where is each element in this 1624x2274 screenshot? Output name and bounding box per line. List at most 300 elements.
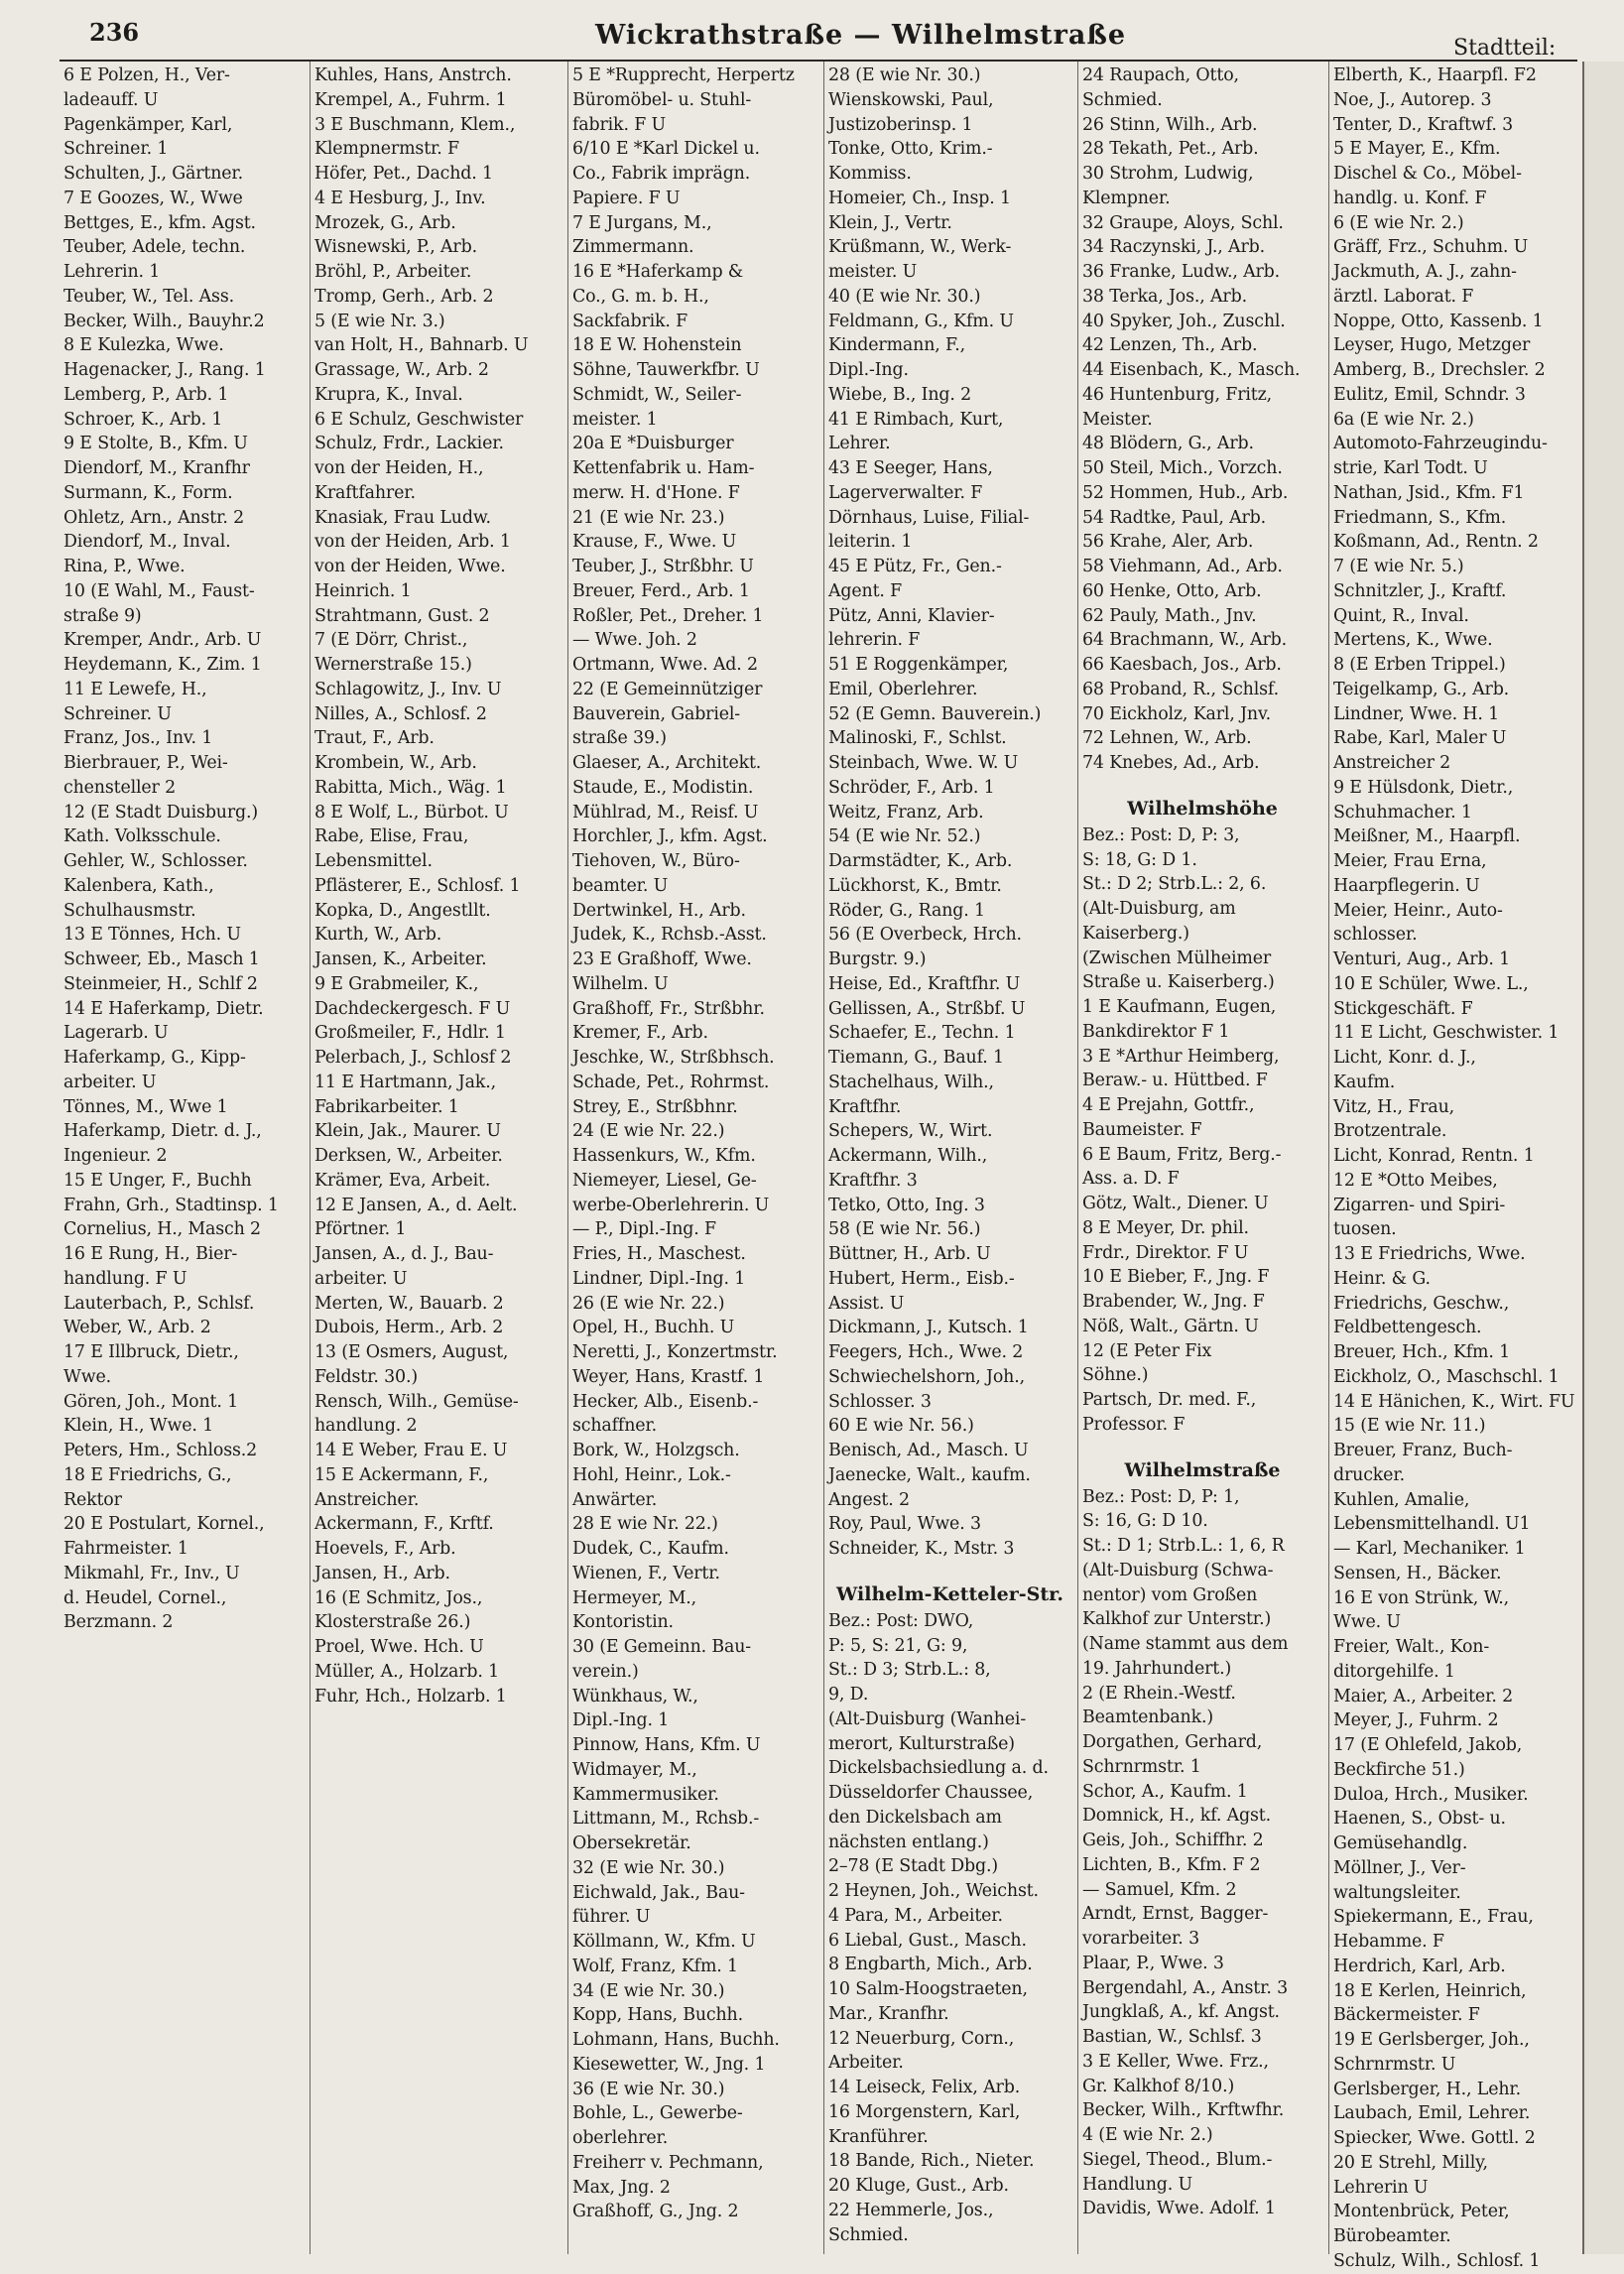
entry-line: Lauterbach, P., Schlsf. [63, 1293, 255, 1314]
entry-line: 19. Jahrhundert.) [1082, 1658, 1232, 1679]
entry-line: lehrerin. F [828, 630, 921, 651]
entry-line: handlung. F U [63, 1268, 187, 1289]
entry-line: Jaenecke, Walt., kaufm. [828, 1464, 1031, 1485]
entry-line: von der Heiden, Arb. 1 [314, 532, 511, 553]
entry-line: Bork, W., Holzgsch. [572, 1441, 740, 1460]
entry-line: 30 (E Gemeinn. Bau- [572, 1637, 752, 1657]
entry-line: 18 E Kerlen, Heinrich, [1333, 1980, 1527, 2001]
entry-line: Becker, Wilh., Bauyhr.2 [63, 311, 265, 331]
entry-line: Lindner, Wwe. H. 1 [1333, 703, 1500, 724]
entry-line: Söhne, Tauwerkfbr. U [572, 360, 760, 380]
entry-line: Krombein, W., Arb. [314, 753, 477, 773]
entry-line: 42 Lenzen, Th., Arb. [1082, 335, 1258, 356]
entry-line: Jansen, H., Arb. [314, 1563, 450, 1583]
entry-line: Pütz, Anni, Klavier- [828, 605, 995, 626]
entry-line: Venturi, Aug., Arb. 1 [1333, 949, 1511, 969]
entry-line: Peters, Hm., Schloss.2 [63, 1441, 258, 1460]
entry-line: Haenen, S., Obst- u. [1333, 1809, 1506, 1830]
entry-line: Kraftfhr. 3 [828, 1170, 918, 1191]
entry-line: Schmied. [828, 2224, 909, 2245]
entry-line: 16 E von Strünk, W., [1333, 1587, 1510, 1608]
entry-line: 14 E Haferkamp, Dietr. [63, 998, 264, 1019]
entry-line: van Holt, H., Bahnarb. U [314, 335, 529, 356]
entry-line: Lohmann, Hans, Buchh. [572, 2030, 780, 2050]
entry-line: Tenter, D., Kraftwf. 3 [1333, 114, 1514, 135]
entry-line: Beckfirche 51.) [1333, 1759, 1465, 1780]
entry-line: 15 E Unger, F., Buchh [63, 1170, 252, 1191]
entry-line: 19 E Gerlsberger, Joh., [1333, 2030, 1530, 2050]
entry-line: Krämer, Eva, Arbeit. [314, 1170, 491, 1191]
entry-line: 26 Stinn, Wilh., Arb. [1082, 114, 1258, 135]
entry-line: Bez.: Post: D, P: 3, [1082, 824, 1240, 845]
entry-line: Cornelius, H., Masch 2 [63, 1219, 261, 1240]
district-label: Stadtteil: [1453, 36, 1557, 61]
entry-line: Surmann, K., Form. [63, 482, 233, 503]
entry-line: Graßhoff, G., Jng. 2 [572, 2202, 739, 2222]
entry-line: Leyser, Hugo, Metzger [1333, 335, 1531, 356]
entry-line: Schaefer, E., Techn. 1 [828, 1023, 1016, 1044]
entry-line: 28 Tekath, Pet., Arb. [1082, 139, 1259, 160]
entry-line: 44 Eisenbach, K., Masch. [1082, 360, 1301, 380]
entry-line: Dertwinkel, H., Arb. [572, 900, 746, 921]
entry-line: Bürobeamter. [1333, 2226, 1451, 2246]
entry-line: Friedrichs, Geschw., [1333, 1293, 1510, 1314]
entry-line: Ingenieur. 2 [63, 1146, 168, 1166]
entry-line: Freiherr v. Pechmann, [572, 2152, 764, 2173]
entry-line: Roy, Paul, Wwe. 3 [828, 1514, 981, 1535]
entry-line: 12 E *Otto Meibes, [1333, 1170, 1498, 1191]
entry-line: Zimmermann. [572, 237, 694, 258]
entry-line: Pförtner. 1 [314, 1219, 407, 1240]
entry-line: Mertens, K., Wwe. [1333, 630, 1493, 651]
entry-line: 16 E *Haferkamp & [572, 262, 744, 282]
entry-line: Beamtenbank.) [1082, 1707, 1214, 1728]
entry-line: Breuer, Ferd., Arb. 1 [572, 580, 750, 601]
entry-line: Beraw.- u. Hüttbed. F [1082, 1071, 1268, 1091]
page-header [0, 8, 1623, 60]
entry-line: — Samuel, Kfm. 2 [1082, 1879, 1237, 1900]
entry-line: Dudek, C., Kaufm. [572, 1539, 729, 1559]
entry-line: 54 Radtke, Paul, Arb. [1082, 507, 1267, 528]
section-heading: Wilhelmstraße [1124, 1458, 1281, 1481]
entry-line: 24 Raupach, Otto, [1082, 65, 1239, 85]
entry-line: arbeiter. U [63, 1072, 157, 1092]
entry-line: 22 (E Gemeinnütziger [572, 679, 763, 699]
entry-line: 52 (E Gemn. Bauverein.) [828, 703, 1042, 724]
entry-line: Obersekretär. [572, 1833, 691, 1853]
entry-line: chensteller 2 [63, 777, 177, 798]
entry-line: 21 (E wie Nr. 23.) [572, 507, 725, 528]
entry-line: Montenbrück, Peter, [1333, 2202, 1510, 2222]
entry-line: Hecker, Alb., Eisenb.- [572, 1391, 759, 1412]
entry-line: Lagerverwalter. F [828, 482, 983, 503]
column-6 [1329, 62, 1583, 2271]
entry-line: Kiesewetter, W., Jng. 1 [572, 2054, 766, 2075]
entry-line: waltungsleiter. [1333, 1882, 1461, 1903]
entry-line: Bastian, W., Schlsf. 3 [1082, 2027, 1262, 2047]
entry-line: 6 E Schulz, Geschwister [314, 409, 524, 430]
entry-line: 36 (E wie Nr. 30.) [572, 2079, 725, 2099]
entry-line: 28 (E wie Nr. 30.) [828, 65, 981, 85]
entry-line: Freier, Walt., Kon- [1333, 1637, 1490, 1657]
entry-line: Weitz, Franz, Arb. [828, 802, 984, 822]
entry-line: 51 E Roggenkämper, [828, 655, 1009, 675]
entry-line: Teuber, Adele, techn. [63, 237, 246, 258]
entry-line: 54 (E wie Nr. 52.) [828, 826, 981, 847]
entry-line: Agent. F [828, 580, 903, 601]
entry-line: 22 Hemmerle, Jos., [828, 2200, 994, 2220]
entry-line: Hassenkurs, W., Kfm. [572, 1146, 756, 1166]
entry-line: — P., Dipl.-Ing. F [572, 1219, 716, 1240]
entry-line: Friedmann, S., Kfm. [1333, 507, 1507, 528]
entry-line: Assist. U [828, 1293, 905, 1314]
entry-line: Eickholz, O., Maschschl. 1 [1333, 1366, 1560, 1387]
entry-line: 10 E Bieber, F., Jng. F [1082, 1267, 1270, 1288]
running-head: Wickrathstraße — Wilhelmstraße [595, 20, 1127, 51]
entry-line: Lemberg, P., Arb. 1 [63, 384, 229, 405]
entry-line: Röder, G., Rang. 1 [828, 900, 985, 921]
entry-line: Glaeser, A., Architekt. [572, 753, 762, 773]
entry-line: 1 E Kaufmann, Eugen, [1082, 997, 1277, 1017]
entry-line: 6 (E wie Nr. 2.) [1333, 212, 1464, 233]
entry-line: Schulten, J., Gärtner. [63, 164, 244, 184]
entry-line: 66 Kaesbach, Jos., Arb. [1082, 655, 1282, 675]
entry-line: St.: D 2; Strb.L.: 2, 6. [1082, 874, 1267, 895]
entry-line: 58 (E wie Nr. 56.) [828, 1219, 981, 1240]
entry-line: Wilhelm. U [572, 973, 669, 994]
entry-line: Großmeiler, F., Hdlr. 1 [314, 1023, 506, 1044]
entry-line: Schwiechelshorn, Joh., [828, 1366, 1025, 1387]
entry-line: Hebamme. F [1333, 1932, 1444, 1952]
entry-line: von der Heiden, Wwe. [314, 557, 506, 576]
entry-line: Ackermann, Wilh., [828, 1146, 988, 1166]
entry-line: S: 16, G: D 10. [1082, 1511, 1208, 1532]
entry-line: Darmstädter, K., Arb. [828, 851, 1013, 871]
entry-line: Proel, Wwe. Hch. U [314, 1637, 484, 1657]
entry-line: Rektor [63, 1489, 122, 1510]
entry-line: Mar., Kranfhr. [828, 2003, 949, 2024]
entry-line: Schreiner. U [63, 703, 172, 724]
column-1 [60, 62, 311, 2254]
entry-line: 12 (E Peter Fix [1082, 1340, 1212, 1361]
entry-line: Licht, Konr. d. J., [1333, 1048, 1476, 1068]
entry-line: von der Heiden, H., [314, 458, 484, 478]
entry-line: Wernerstraße 15.) [314, 655, 472, 675]
entry-line: Emil, Oberlehrer. [828, 679, 978, 699]
entry-line: 2 Heynen, Joh., Weichst. [828, 1881, 1039, 1901]
entry-line: Fahrmeister. 1 [63, 1539, 188, 1559]
entry-line: Ackermann, F., Krftf. [314, 1514, 494, 1535]
entry-line: Kalkhof zur Unterstr.) [1082, 1609, 1272, 1630]
entry-line: führer. U [572, 1907, 651, 1928]
entry-line: Kopka, D., Angestllt. [314, 900, 491, 921]
entry-line: Arndt, Ernst, Bagger- [1082, 1904, 1269, 1925]
entry-line: Meier, Heinr., Auto- [1333, 900, 1503, 921]
entry-line: Burgstr. 9.) [828, 949, 927, 969]
entry-line: 12 Neuerburg, Corn., [828, 2028, 1015, 2049]
entry-line: Klein, J., Vertr. [828, 212, 952, 233]
entry-line: (Name stammt aus dem [1082, 1634, 1289, 1654]
entry-line: Spiekermann, E., Frau, [1333, 1907, 1534, 1928]
entry-line: Kommiss. [828, 164, 912, 184]
entry-line: Bäckermeister. F [1333, 2005, 1480, 2026]
entry-line: Pflästerer, E., Schlosf. 1 [314, 875, 521, 896]
entry-line: Klosterstraße 26.) [314, 1612, 471, 1633]
entry-line: Bierbrauer, P., Wei- [63, 753, 228, 773]
entry-line: Lehrer. [828, 434, 891, 454]
entry-line: 9 E Grabmeiler, K., [314, 973, 479, 994]
entry-line: Geis, Joh., Schiffhr. 2 [1082, 1831, 1264, 1850]
entry-line: Spiecker, Wwe. Gottl. 2 [1333, 2128, 1536, 2148]
entry-line: Koßmann, Ad., Rentn. 2 [1333, 532, 1539, 553]
entry-line: Krause, F., Wwe. U [572, 532, 737, 553]
entry-line: 50 Steil, Mich., Vorzch. [1082, 458, 1283, 478]
entry-line: Hermeyer, M., [572, 1587, 697, 1608]
entry-line: Homeier, Ch., Insp. 1 [828, 188, 1011, 208]
next-page-edge [1583, 62, 1624, 2254]
entry-line: 18 Bande, Rich., Nieter. [828, 2151, 1035, 2172]
entry-line: Meißner, M., Haarpfl. [1333, 826, 1521, 847]
entry-line: 4 E Prejahn, Gottfr., [1082, 1095, 1255, 1115]
entry-line: Strey, E., Strßbhnr. [572, 1096, 738, 1117]
entry-line: Schulz, Frdr., Lackier. [314, 434, 504, 454]
entry-line: vorarbeiter. 3 [1082, 1929, 1199, 1949]
entry-line: Schulz, Wilh., Schlosf. 1 [1333, 2250, 1541, 2271]
entry-line: Partsch, Dr. med. F., [1082, 1390, 1257, 1410]
entry-line: Stachelhaus, Wilh., [828, 1072, 994, 1092]
entry-line: 17 (E Ohlefeld, Jakob, [1333, 1735, 1523, 1755]
entry-line: Angest. 2 [828, 1489, 910, 1510]
entry-line: Klempner. [1082, 188, 1171, 208]
entry-line: Kremper, Andr., Arb. U [63, 630, 262, 651]
entry-line: 7 (E Dörr, Christ., [314, 630, 468, 651]
entry-line: Teuber, W., Tel. Ass. [63, 286, 234, 307]
entry-line: Wienen, F., Vertr. [572, 1563, 720, 1583]
entry-line: Laubach, Emil, Lehrer. [1333, 2103, 1531, 2124]
entry-line: 14 E Weber, Frau E. U [314, 1441, 508, 1460]
entry-line: Weyer, Hans, Krastf. 1 [572, 1366, 765, 1387]
entry-line: Gemüsehandlg. [1333, 1833, 1468, 1853]
entry-line: Tiemann, G., Bauf. 1 [828, 1048, 1004, 1068]
entry-line: Breuer, Franz, Buch- [1333, 1441, 1513, 1460]
entry-line: strie, Karl Todt. U [1333, 458, 1488, 478]
entry-line: Berzmann. 2 [63, 1612, 174, 1633]
entry-line: Jansen, A., d. J., Bau- [314, 1244, 494, 1264]
entry-line: Teigelkamp, G., Arb. [1333, 679, 1510, 699]
page-number: 236 [89, 18, 140, 47]
entry-line: Lagerarb. U [63, 1023, 169, 1044]
entry-line: Klein, Jak., Maurer. U [314, 1121, 501, 1142]
entry-line: Schade, Pet., Rohrmst. [572, 1072, 770, 1092]
entry-line: Gören, Joh., Mont. 1 [63, 1391, 239, 1412]
entry-line: Mrozek, G., Arb. [314, 212, 456, 233]
entry-line: Brabender, W., Jng. F [1082, 1292, 1265, 1312]
entry-line: 43 E Seeger, Hans, [828, 458, 993, 478]
entry-line: Zigarren- und Spiri- [1333, 1195, 1506, 1215]
entry-line: Dipl.-Ing. 1 [572, 1710, 670, 1731]
entry-line: Schrnrmstr. 1 [1082, 1756, 1201, 1777]
entry-line: 20 Kluge, Gust., Arb. [828, 2176, 1009, 2196]
entry-line: St.: D 3; Strb.L.: 8, [828, 1660, 991, 1681]
entry-line: 5 (E wie Nr. 3.) [314, 311, 445, 331]
entry-line: 8 Engbarth, Mich., Arb. [828, 1955, 1033, 1975]
entry-line: Kranführer. [828, 2126, 929, 2147]
entry-line: 20 E Postulart, Kornel., [63, 1514, 265, 1535]
entry-line: 7 (E wie Nr. 5.) [1333, 557, 1464, 576]
entry-line: 16 E Rung, H., Bier- [63, 1244, 238, 1264]
entry-line: 18 E W. Hohenstein [572, 335, 742, 356]
entry-line: Ohletz, Arn., Anstr. 2 [63, 507, 245, 528]
entry-line: Schrnrmstr. U [1333, 2054, 1456, 2075]
entry-line: 46 Huntenburg, Fritz, [1082, 384, 1273, 405]
entry-line: Kuhlen, Amalie, [1333, 1489, 1470, 1510]
entry-line: Büromöbel- u. Stuhl- [572, 89, 752, 110]
entry-line: Kammermusiker. [572, 1784, 719, 1805]
entry-line: Düsseldorfer Chaussee, [828, 1783, 1034, 1803]
entry-line: Teuber, J., Strßbhr. U [572, 557, 754, 576]
entry-line: 3 E *Arthur Heimberg, [1082, 1046, 1280, 1067]
entry-line: Plaar, P., Wwe. 3 [1082, 1953, 1224, 1973]
entry-line: 6/10 E *Karl Dickel u. [572, 139, 760, 160]
entry-line: Derksen, W., Arbeiter. [314, 1146, 503, 1166]
entry-line: 36 Franke, Ludw., Arb. [1082, 262, 1281, 282]
entry-line: Meyer, J., Fuhrm. 2 [1333, 1710, 1499, 1731]
entry-line: 2 (E Rhein.-Westf. [1082, 1683, 1236, 1704]
entry-line: straße 39.) [572, 728, 667, 749]
entry-line: 52 Hommen, Hub., Arb. [1082, 482, 1289, 503]
entry-line: Rabitta, Mich., Wäg. 1 [314, 777, 507, 798]
entry-line: 6 E Polzen, H., Ver- [63, 65, 230, 85]
entry-line: Heise, Ed., Kraftfhr. U [828, 973, 1021, 994]
entry-line: 15 (E wie Nr. 11.) [1333, 1416, 1486, 1437]
entry-line: Gerlsberger, H., Lehr. [1333, 2079, 1522, 2099]
entry-line: 38 Terka, Jos., Arb. [1082, 286, 1247, 307]
entry-line: 32 (E wie Nr. 30.) [572, 1857, 725, 1878]
entry-line: 58 Viehmann, Ad., Arb. [1082, 557, 1283, 576]
entry-line: 30 Strohm, Ludwig, [1082, 164, 1254, 184]
entry-line: — Wwe. Joh. 2 [572, 630, 697, 651]
entry-line: d. Heudel, Cornel., [63, 1587, 227, 1608]
entry-line: Niemeyer, Liesel, Ge- [572, 1170, 757, 1191]
entry-line: Merten, W., Bauarb. 2 [314, 1293, 504, 1314]
entry-line: Grassage, W., Arb. 2 [314, 360, 489, 380]
entry-line: Büttner, H., Arb. U [828, 1244, 991, 1264]
entry-line: Kuhles, Hans, Anstrch. [314, 65, 512, 85]
entry-line: Ass. a. D. F [1082, 1169, 1180, 1190]
entry-line: Lebensmittel. [314, 851, 433, 871]
entry-line: 11 E Licht, Geschwister. 1 [1333, 1023, 1560, 1044]
entry-line: den Dickelsbach am [828, 1807, 1002, 1828]
entry-line: Dickelsbachsiedlung a. d. [828, 1758, 1049, 1779]
entry-line: 4 Para, M., Arbeiter. [828, 1905, 1003, 1926]
entry-line: Fries, H., Maschest. [572, 1244, 746, 1264]
entry-line: Hubert, Herm., Eisb.- [828, 1268, 1015, 1289]
entry-line: Gellissen, A., Strßbf. U [828, 998, 1026, 1019]
entry-line: Rabe, Elise, Frau, [314, 826, 469, 847]
entry-line: Schulhausmstr. [63, 900, 196, 921]
entry-line: tuosen. [1333, 1219, 1397, 1240]
entry-line: Anwärter. [572, 1489, 658, 1510]
entry-line: Diendorf, M., Inval. [63, 532, 231, 553]
entry-line: Fabrikarbeiter. 1 [314, 1096, 459, 1117]
entry-line: Möllner, J., Ver- [1333, 1857, 1466, 1878]
entry-line: 34 (E wie Nr. 30.) [572, 1980, 725, 2001]
entry-line: Justizoberinsp. 1 [828, 114, 973, 135]
entry-line: Diendorf, M., Kranfhr [63, 458, 250, 478]
entry-line: Haferkamp, Dietr. d. J., [63, 1121, 262, 1142]
entry-line: Baumeister. F [1082, 1119, 1202, 1140]
entry-line: 6 E Baum, Fritz, Berg.- [1082, 1144, 1282, 1165]
entry-line: Haarpflegerin. U [1333, 875, 1480, 896]
entry-line: (Alt-Duisburg (Schwa- [1082, 1560, 1274, 1580]
entry-line: Gehler, W., Schlosser. [63, 851, 248, 871]
entry-line: Lehrerin. 1 [63, 262, 161, 282]
entry-line: Schröder, F., Arb. 1 [828, 777, 995, 798]
entry-line: Heinr. & G. [1333, 1268, 1431, 1289]
entry-line: Meister. [1082, 409, 1153, 430]
entry-line: (Alt-Duisburg, am [1082, 899, 1236, 919]
entry-line: ärztl. Laborat. F [1333, 286, 1474, 307]
entry-line: Tonke, Otto, Krim.- [828, 139, 993, 160]
entry-line: Kopp, Hans, Buchh. [572, 2005, 743, 2026]
entry-line: Kraftfhr. [828, 1096, 902, 1117]
entry-line: Schweer, Eb., Masch 1 [63, 949, 260, 969]
entry-line: 11 E Lewefe, H., [63, 679, 207, 699]
entry-line: 6 Liebal, Gust., Masch. [828, 1930, 1027, 1951]
entry-line: 5 E *Rupprecht, Herpertz [572, 65, 795, 85]
entry-line: 28 E wie Nr. 22.) [572, 1514, 718, 1535]
entry-line: 13 E Friedrichs, Wwe. [1333, 1244, 1526, 1264]
entry-line: Rabe, Karl, Maler U [1333, 728, 1507, 749]
entry-line: Wolf, Franz, Kfm. 1 [572, 1956, 738, 1976]
entry-line: Benisch, Ad., Masch. U [828, 1441, 1029, 1460]
entry-line: 40 (E wie Nr. 30.) [828, 286, 981, 307]
entry-line: straße 9) [63, 605, 142, 626]
entry-line: 60 Henke, Otto, Arb. [1082, 580, 1262, 601]
entry-line: 3 E Buschmann, Klem., [314, 114, 516, 135]
entry-line: Gr. Kalkhof 8/10.) [1082, 2076, 1235, 2096]
entry-line: 62 Pauly, Math., Jnv. [1082, 605, 1257, 626]
entry-line: 40 Spyker, Joh., Zuschl. [1082, 311, 1286, 331]
entry-line: Lehrerin U [1333, 2177, 1429, 2198]
entry-line: Heinrich. 1 [314, 580, 412, 601]
entry-line: 15 E Ackermann, F., [314, 1464, 489, 1485]
entry-line: Knasiak, Frau Ludw. [314, 507, 491, 528]
entry-line: Feegers, Hch., Wwe. 2 [828, 1342, 1024, 1362]
entry-line: leiterin. 1 [828, 532, 913, 553]
column-3 [568, 62, 824, 2254]
entry-line: Köllmann, W., Kfm. U [572, 1932, 756, 1952]
entry-line: Lindner, Dipl.-Ing. 1 [572, 1268, 746, 1289]
entry-line: Wisnewski, P., Arb. [314, 237, 477, 258]
entry-line: 74 Knebes, Ad., Arb. [1082, 753, 1260, 773]
entry-line: Haferkamp, G., Kipp- [63, 1048, 246, 1068]
entry-line: Staude, E., Modistin. [572, 777, 754, 798]
entry-line: 14 E Hänichen, K., Wirt. FU [1333, 1391, 1575, 1412]
entry-line: 8 E Meyer, Dr. phil. [1082, 1217, 1249, 1238]
entry-line: Schepers, W., Wirt. [828, 1121, 993, 1142]
entry-line: 4 E Hesburg, J., Inv. [314, 188, 486, 208]
entry-line: Straße u. Kaiserberg.) [1082, 972, 1275, 993]
entry-line: 17 E Illbruck, Dietr., [63, 1342, 239, 1362]
entry-line: Eichwald, Jak., Bau- [572, 1882, 745, 1903]
entry-line: Dachdeckergesch. F U [314, 998, 511, 1019]
entry-line: 8 E Wolf, L., Bürbot. U [314, 802, 509, 822]
entry-line: Dorgathen, Gerhard, [1082, 1732, 1263, 1752]
entry-line: Lebensmittelhandl. U1 [1333, 1514, 1531, 1535]
entry-line: Roßler, Pet., Dreher. 1 [572, 605, 764, 626]
entry-line: Bauverein, Gabriel- [572, 703, 741, 724]
